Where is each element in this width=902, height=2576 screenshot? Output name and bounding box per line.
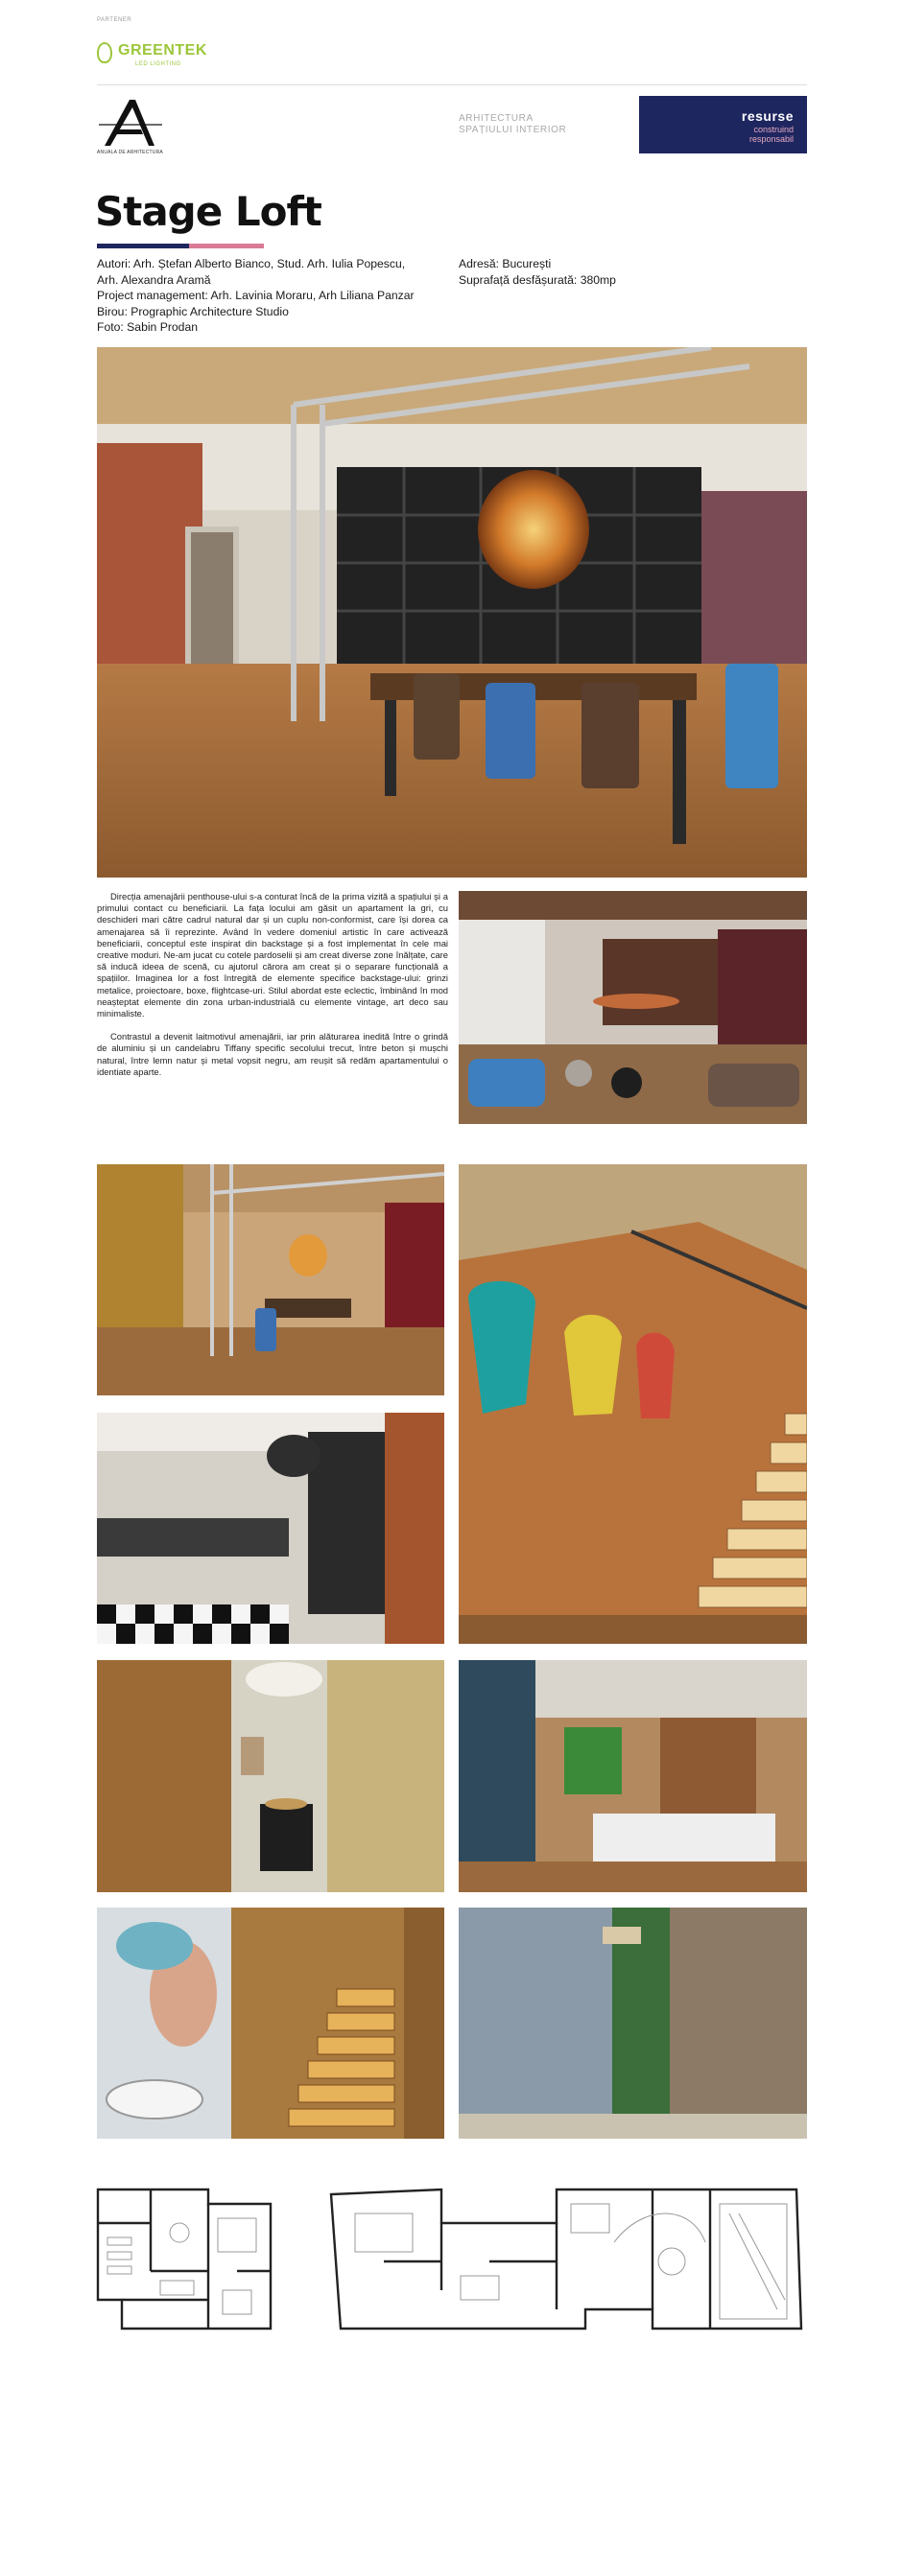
floor-plan-large <box>326 2185 806 2338</box>
page-title: Stage Loft <box>95 188 321 235</box>
anuala-arhitectura-logo <box>97 96 164 157</box>
aa-logo-icon <box>97 96 164 148</box>
header-divider <box>97 84 807 85</box>
credit-line: Project management: Arh. Lavinia Moraru, Arh Liliana Panzar <box>97 289 415 302</box>
title-accent-bar <box>97 244 264 248</box>
washbasin-photo <box>97 1660 444 1892</box>
partner-label: PARTENER <box>97 17 132 23</box>
greentek-logo <box>97 40 212 69</box>
credit-line: Arh. Alexandra Aramă <box>97 272 211 287</box>
greentek-tagline: LED LIGHTING <box>135 61 181 67</box>
dining-truss-photo <box>97 1164 444 1395</box>
resurse-tagline-1: construind <box>753 125 794 134</box>
shower-photo <box>459 1908 807 2139</box>
living-room-photo <box>459 891 807 1124</box>
dining-room-photo <box>97 347 807 878</box>
credit-line: Foto: Sabin Prodan <box>97 320 199 334</box>
article-body <box>97 891 448 1078</box>
area-line: Suprafață desfășurată: 380mp <box>459 272 616 287</box>
resurse-name: resurse <box>741 108 794 124</box>
floor-plan-small <box>93 2185 275 2338</box>
address-line: Adresă: București <box>459 257 552 270</box>
bar-kitchen-photo <box>97 1413 444 1644</box>
location-block <box>459 256 747 288</box>
staircase-mural-photo <box>459 1164 807 1644</box>
section-tag: ARHITECTURA SPAȚIULUI INTERIOR <box>459 113 567 135</box>
bedroom-photo <box>459 1660 807 1892</box>
resurse-tagline <box>749 125 794 144</box>
title-accent-bar-pink <box>189 244 264 248</box>
credits-block <box>97 256 462 336</box>
credit-line: Birou: Prographic Architecture Studio <box>97 304 289 318</box>
title-accent-bar-blue <box>97 244 189 248</box>
resurse-tagline-2: responsabil <box>748 134 794 144</box>
greentek-name: GREENTEK <box>118 42 207 59</box>
credit-line: Autori: Arh. Ștefan Alberto Bianco, Stud. Arh. Iulia Popescu, <box>97 257 406 270</box>
paragraph: Contrastul a devenit laitmotivul amenajării, iar prin alăturarea inedită între o grindă de aluminiu și un candelabru Tiffany specific secolului trecut, între beton și mușchi natural, între lemn natur și metal vopsit negru, am reușit să redăm apartamentului o identiate aparte. <box>97 1031 448 1077</box>
aa-logo-caption: ANUALA DE ARHITECTURA <box>97 150 163 155</box>
resurse-logo <box>639 96 807 153</box>
greentek-leaf-icon <box>97 42 112 63</box>
paragraph: Direcția amenajării penthouse-ului s-a conturat încă de la prima vizită a spațiului și a primului contact cu beneficiarii. La fața locului am găsit un apartament la gri, cu deschideri mari către cadrul natural dar și un cuplu non-conformist, care își dorea ca amenajarea să îi reprezinte. Având în vedere domeniul artistic în care activează beneficiarii, conceptul este inspirat din backstage și a fost implementat în cele mai creative moduri. Ne-am jucat cu cotele pardoselii și am creat diverse zone înălțate, care să inducă ideea de scenă, cu ajutorul cărora am creat și o separare funcțională a spațiilor. Imaginea lor a fost întregită de elemente specifice backstage-ului: grinzi metalice, proiectoare, boxe, flightcase-uri. Stilul abordat este eclectic, îmbinând în mod neașteptat elemente din zona urban-industrială cu elemente vintage, art deco sau minimaliste. <box>97 891 448 1019</box>
bathroom-mural-photo <box>97 1908 444 2139</box>
